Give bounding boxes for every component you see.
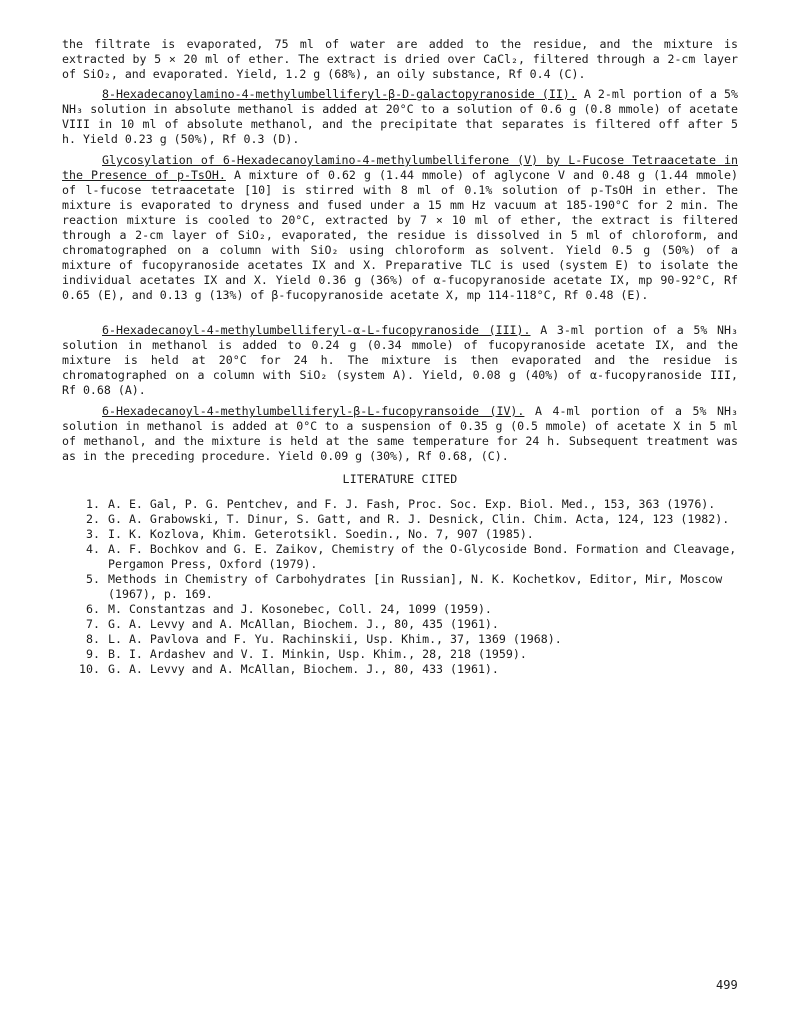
reference-text: M. Constantzas and J. Kosonebec, Coll. 24, 1099 (1959). [108, 602, 492, 616]
paragraph-text: A 3-ml portion of a 5% NH₃ solution in methanol is added to 0.24 g (0.34 mmole) of fucopyranoside acetate IX, and the mixture is held at 20°C for 24 h. The mixture is then evaporated and the residue is chromatographed on a column with SiO₂ (system A). Yield, 0.08 g (40%) of α-fucopyranoside III, Rf 0.68 (A). [62, 323, 738, 397]
section-title-compound-II: 8-Hexadecanoylamino-4-methylumbelliferyl-β-D-galactopyranoside (II). [102, 87, 577, 101]
reference-number: 5. [86, 572, 100, 586]
paragraph-compound-III [62, 323, 738, 398]
reference-text: A. E. Gal, P. G. Pentchev, and F. J. Fash, Proc. Soc. Exp. Biol. Med., 153, 363 (1976). [108, 497, 716, 511]
reference-item [62, 542, 738, 572]
section-title-compound-III: 6-Hexadecanoyl-4-methylumbelliferyl-α-L-fucopyranoside (III). [102, 323, 531, 337]
reference-number: 9. [86, 647, 100, 661]
reference-item [62, 512, 738, 527]
paragraph-filtrate [62, 37, 738, 82]
paragraph-text: the filtrate is evaporated, 75 ml of water are added to the residue, and the mixture is extracted by 5 × 20 ml of ether. The extract is dried over CaCl₂, filtered through a 2-cm layer of SiO₂, and evaporated. Yield, 1.2 g (68%), an oily substance, Rf 0.4 (C). [62, 37, 738, 81]
reference-item [62, 527, 738, 542]
page-number: 499 [716, 978, 738, 992]
paragraph-compound-II [62, 87, 738, 147]
reference-item [62, 617, 738, 632]
reference-number: 10. [79, 662, 100, 676]
reference-number: 7. [86, 617, 100, 631]
paragraph-text: A mixture of 0.62 g (1.44 mmole) of aglycone V and 0.48 g (1.44 mmole) of l-fucose tetraacetate [10] is stirred with 8 ml of 0.1% solution of p-TsOH in ether. The mixture is evaporated to dryness and fused under a 15 mm Hz vacuum at 185-190°C for 2 min. The reaction mixture is cooled to 20°C, extracted by 7 × 10 ml of ether, the extract is filtered through a 2-cm layer of SiO₂, evaporated, the residue is dissolved in 5 ml of chloroform, and chromatographed on a column with SiO₂ using chloroform as solvent. Yield 0.5 g (50%) of a mixture of fucopyranoside acetates IX and X. Preparative TLC is used (system E) to isolate the individual acetates IX and X. Yield 0.36 g (36%) of α-fucopyranoside acetate IX, mp 90-92°C, Rf 0.65 (E), and 0.13 g (13%) of β-fucopyranoside acetate X, mp 114-118°C, Rf 0.48 (E). [62, 168, 738, 302]
reference-text: G. A. Levvy and A. McAllan, Biochem. J., 80, 435 (1961). [108, 617, 499, 631]
paragraph-text: A 2-ml portion of a 5% NH₃ solution in absolute methanol is added at 20°C to a solution of 0.6 g (0.8 mmole) of acetate VIII in 10 ml of absolute methanol, and the precipitate that separates is filtered off after 5 h. Yield 0.23 g (50%), Rf 0.3 (D). [62, 87, 738, 146]
reference-text: L. A. Pavlova and F. Yu. Rachinskii, Usp. Khim., 37, 1369 (1968). [108, 632, 562, 646]
literature-heading: LITERATURE CITED [342, 472, 458, 486]
reference-text: G. A. Grabowski, T. Dinur, S. Gatt, and R. J. Desnick, Clin. Chim. Acta, 124, 123 (1982). [108, 512, 730, 526]
reference-item [62, 647, 738, 662]
reference-number: 2. [86, 512, 100, 526]
reference-text: Methods in Chemistry of Carbohydrates [in Russian], N. K. Kochetkov, Editor, Mir, Moscow (1967), p. 169. [108, 572, 723, 601]
reference-text: G. A. Levvy and A. McAllan, Biochem. J., 80, 433 (1961). [108, 662, 499, 676]
reference-number: 6. [86, 602, 100, 616]
reference-list [62, 497, 738, 677]
reference-text: A. F. Bochkov and G. E. Zaikov, Chemistry of the O-Glycoside Bond. Formation and Cleavage, Pergamon Press, Oxford (1979). [108, 542, 737, 571]
reference-item [62, 632, 738, 647]
reference-number: 4. [86, 542, 100, 556]
reference-item [62, 572, 738, 602]
reference-text: I. K. Kozlova, Khim. Geterotsikl. Soedin., No. 7, 907 (1985). [108, 527, 534, 541]
reference-item [62, 602, 738, 617]
reference-item [62, 497, 738, 512]
reference-number: 1. [86, 497, 100, 511]
reference-item [62, 662, 738, 677]
reference-text: B. I. Ardashev and V. I. Minkin, Usp. Khim., 28, 218 (1959). [108, 647, 527, 661]
section-title-glycosylation: Glycosylation of 6-Hexadecanoylamino-4-methylumbelliferone (V) by L-Fucose Tetraacetate in the Presence of p-TsOH. [62, 153, 738, 182]
literature-section [62, 472, 738, 677]
paragraph-glycosylation [62, 153, 738, 303]
paragraph-compound-IV [62, 404, 738, 464]
reference-number: 3. [86, 527, 100, 541]
section-title-compound-IV: 6-Hexadecanoyl-4-methylumbelliferyl-β-L-fucopyransoide (IV). [102, 404, 525, 418]
reference-number: 8. [86, 632, 100, 646]
paragraph-text: A 4-ml portion of a 5% NH₃ solution in methanol is added at 0°C to a suspension of 0.35 g (0.5 mmole) of acetate X in 5 ml of methanol, and the mixture is held at the same temperature for 24 h. Subsequent treatment was as in the preceding procedure. Yield 0.09 g (30%), Rf 0.68, (C). [62, 404, 738, 463]
